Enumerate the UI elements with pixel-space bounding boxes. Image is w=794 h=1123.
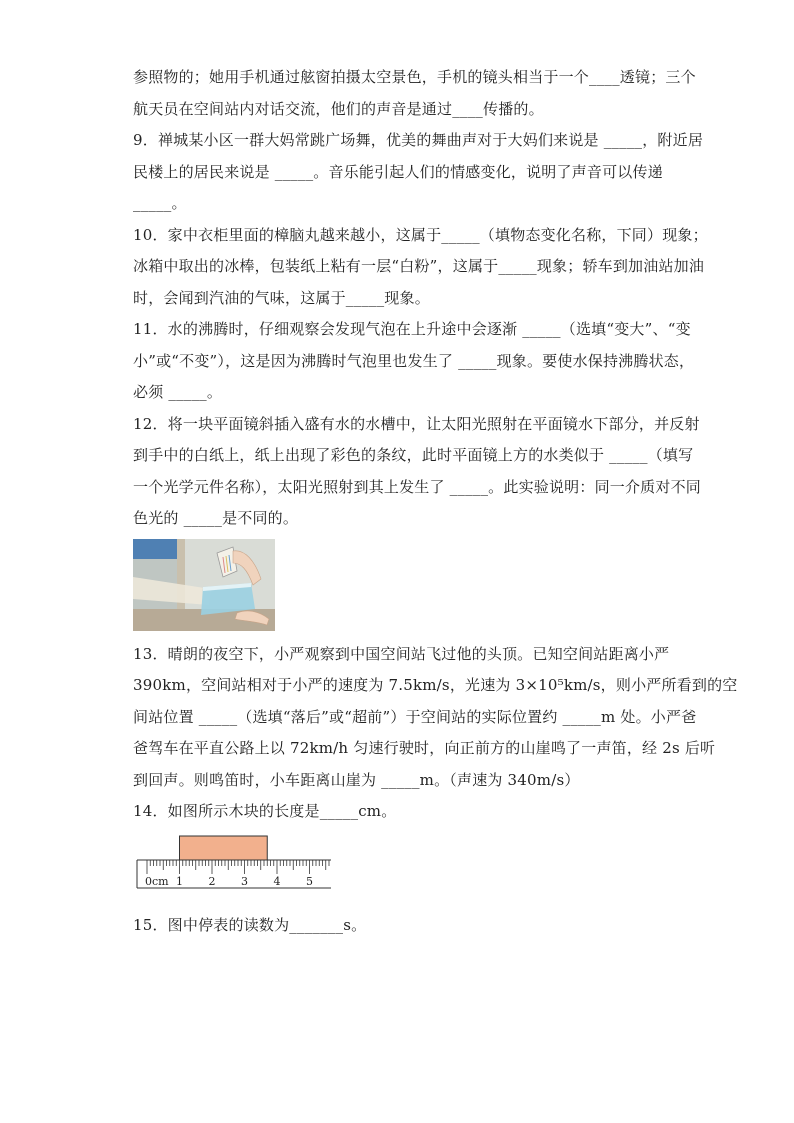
text-line: 冰箱中取出的冰棒，包装纸上粘有一层“白粉”，这属于_____现象；轿车到加油站加油 (133, 257, 705, 275)
text-line: 小”或“不变”），这是因为沸腾时气泡里也发生了 _____现象。要使水保持沸腾状态， (133, 351, 695, 370)
text-line: 390km，空间站相对于小严的速度为 7.5km/s，光速为 3×10⁵km/s，则小严所看到的空 (133, 676, 738, 694)
text-line: 到回声。则鸣笛时，小车距离山崖为 _____m。（声速为 340m/s） (133, 770, 580, 789)
text-line: 参照物的；她用手机通过舷窗拍摄太空景色，手机的镜头相当于一个____透镜；三个 (133, 68, 696, 86)
text-line: 到手中的白纸上，纸上出现了彩色的条纹，此时平面镜上方的水类似于 _____（填写 (133, 446, 694, 464)
text-block-a (133, 62, 708, 535)
text-block-b (133, 639, 738, 828)
text-line: 民楼上的居民来说是 _____。音乐能引起人们的情感变化，说明了声音可以传递 (133, 162, 663, 181)
question-9-line: 9．禅城某小区一群大妈常跳广场舞，优美的舞曲声对于大妈们来说是 _____，附近居 (133, 131, 704, 149)
ruler-label: 0cm (145, 874, 169, 888)
text-line: 时，会闻到汽油的气味，这属于_____现象。 (133, 288, 430, 307)
prism-experiment-photo (133, 539, 663, 631)
text-line: 航天员在空间站内对话交流，他们的声音是通过____传播的。 (133, 99, 544, 118)
question-11-line: 11．水的沸腾时，仔细观察会发现气泡在上升途中会逐渐 _____（选填“变大”、“变 (133, 320, 691, 338)
ruler-label: 5 (306, 874, 313, 888)
question-15-line: 15．图中停表的读数为_______s。 (133, 915, 367, 934)
text-line: 一个光学元件名称），太阳光照射到其上发生了 _____。此实验说明：同一介质对不同 (133, 477, 701, 496)
question-10-line: 10．家中衣柜里面的樟脑丸越来越小，这属于_____（填物态变化名称，下同）现象； (133, 225, 708, 244)
question-13-line: 13．晴朗的夜空下，小严观察到中国空间站飞过他的头顶。已知空间站距离小严 (133, 644, 670, 663)
question-14-line: 14．如图所示木块的长度是_____cm。 (133, 802, 397, 820)
ruler-label: 3 (241, 874, 248, 888)
ruler-figure (133, 832, 663, 896)
ruler-diagram (135, 832, 335, 896)
ruler-label: 4 (273, 874, 281, 888)
text-line: 色光的 _____是不同的。 (133, 509, 299, 527)
question-12-line: 12．将一块平面镜斜插入盛有水的水槽中，让太阳光照射在平面镜水下部分，并反射 (133, 414, 700, 433)
text-line: 间站位置 _____（选填“落后”或“超前”）于空间站的实际位置约 _____m 处。小严爸 (133, 707, 697, 726)
experiment-illustration (133, 539, 275, 631)
text-line: 必须 _____。 (133, 383, 223, 401)
ruler-label: 2 (208, 874, 216, 888)
text-line: 爸驾车在平直公路上以 72km/h 匀速行驶时，向正前方的山崖鸣了一声笛，经 2s 后听 (133, 739, 716, 757)
question-content (133, 62, 738, 941)
wood-block (180, 836, 268, 860)
ruler-label: 1 (176, 874, 183, 888)
text-line: _____。 (133, 194, 187, 212)
